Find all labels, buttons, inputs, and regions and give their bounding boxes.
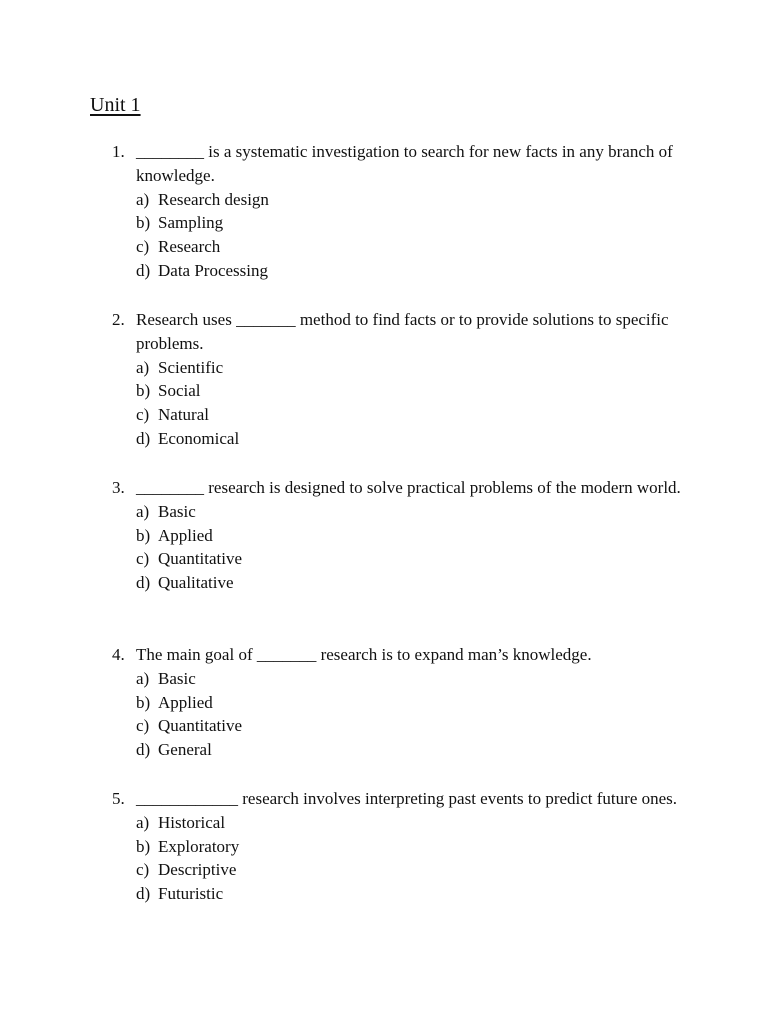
option-text: Data Processing [158,260,269,280]
question-text: Research uses _______ method to find facts or to provide solutions to specific problems. [136,310,669,353]
question-stem [112,476,692,500]
question-stem [112,308,692,356]
answer-options [112,500,692,595]
question-3 [112,476,692,595]
option-text: Basic [158,501,196,521]
question-number: 5. [112,789,125,808]
option-text: Exploratory [158,836,240,856]
option-d [136,427,692,451]
question-stem [112,140,692,188]
option-b [136,211,692,235]
option-text: Quantitative [158,549,243,569]
option-text: Qualitative [158,573,234,593]
option-a [136,811,692,835]
question-text: The main goal of _______ research is to expand man’s knowledge. [136,645,592,664]
answer-options [112,188,692,283]
question-1 [112,140,692,283]
question-text: ____________ research involves interpreting past events to predict future ones. [136,789,678,808]
option-letter: a) [136,812,150,832]
option-letter: a) [136,668,150,688]
option-c [136,714,692,738]
option-letter: c) [136,716,150,736]
option-text: Quantitative [158,716,243,736]
option-letter: c) [136,860,150,880]
answer-options [112,667,692,762]
option-letter: b) [136,836,151,856]
option-text: Economical [158,428,240,448]
option-d [136,882,692,906]
option-text: Research design [158,189,269,209]
question-stem [112,787,692,811]
question-text: ________ is a systematic investigation to search for new facts in any branch of knowledge. [136,142,673,185]
option-c [136,403,692,427]
option-text: Applied [158,525,213,545]
option-letter: c) [136,549,150,569]
option-d [136,571,692,595]
option-text: Descriptive [158,860,237,880]
option-text: General [158,740,212,760]
option-c [136,235,692,259]
option-text: Applied [158,692,213,712]
option-d [136,738,692,762]
option-text: Social [158,381,201,401]
question-5 [112,787,692,906]
option-text: Sampling [158,213,224,233]
question-text: ________ research is designed to solve practical problems of the modern world. [136,478,681,497]
option-text: Natural [158,405,209,425]
question-number: 3. [112,478,125,497]
question-number: 2. [112,310,125,329]
option-letter: c) [136,405,150,425]
option-b [136,524,692,548]
option-text: Futuristic [158,884,224,904]
option-letter: d) [136,884,151,904]
option-d [136,259,692,283]
option-letter: a) [136,357,150,377]
answer-options [112,356,692,451]
option-text: Basic [158,668,196,688]
question-4 [112,643,692,762]
option-text: Research [158,237,221,257]
option-letter: d) [136,740,151,760]
option-letter: b) [136,525,151,545]
option-c [136,858,692,882]
option-letter: c) [136,237,150,257]
option-letter: b) [136,213,151,233]
question-2 [112,308,692,451]
option-letter: b) [136,381,151,401]
option-text: Scientific [158,357,224,377]
option-text: Historical [158,812,226,832]
option-a [136,500,692,524]
unit-title: Unit 1 [90,94,141,116]
option-letter: a) [136,501,150,521]
option-letter: d) [136,428,151,448]
option-letter: b) [136,692,151,712]
option-b [136,691,692,715]
option-b [136,379,692,403]
option-a [136,188,692,212]
option-a [136,667,692,691]
question-number: 1. [112,142,125,161]
option-letter: d) [136,573,151,593]
option-b [136,835,692,859]
question-stem [112,643,692,667]
option-c [136,547,692,571]
answer-options [112,811,692,906]
option-a [136,356,692,380]
option-letter: d) [136,260,151,280]
option-letter: a) [136,189,150,209]
question-number: 4. [112,645,125,664]
